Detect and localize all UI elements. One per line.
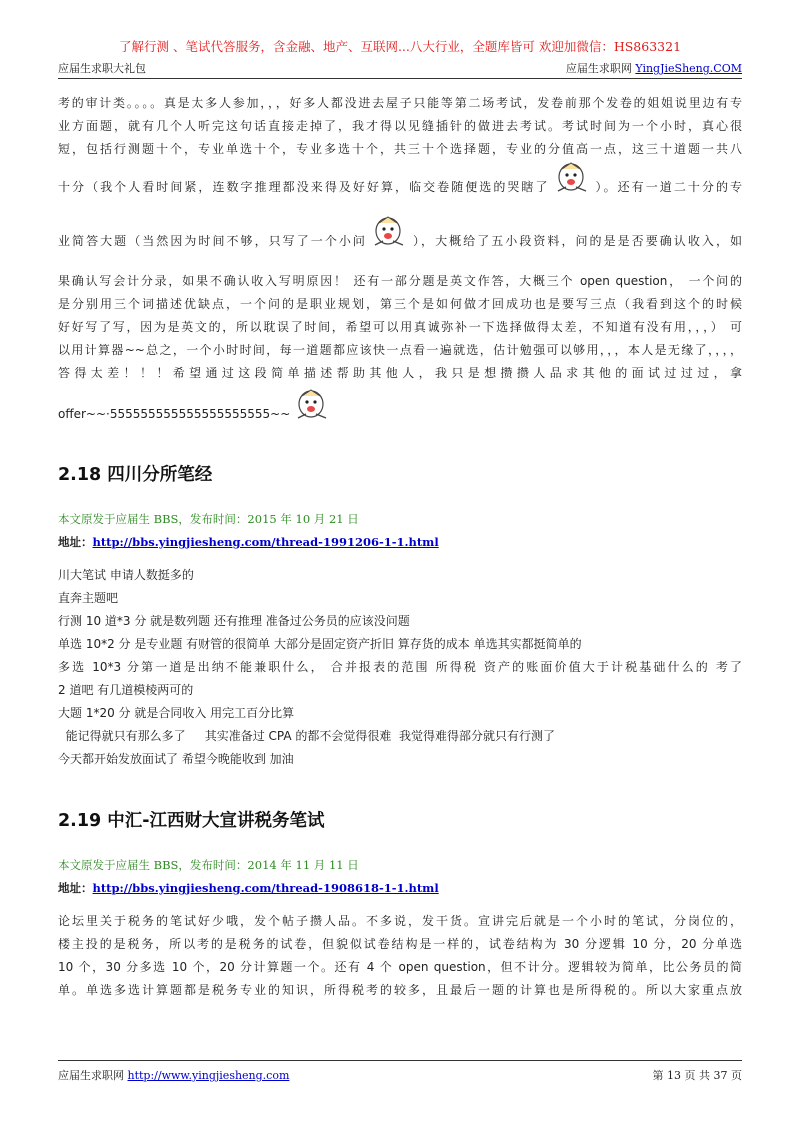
footer-site: 应届生求职网 http://www.yingjiesheng.com xyxy=(58,1069,290,1082)
page-content xyxy=(58,92,742,1002)
crying-chick-emoji-icon xyxy=(367,215,411,249)
intro-line-6: 果确认写会计分录，如果不确认收入写明原因！ 还有一部分题是英文作答，大概三个 open question， 一个问的 xyxy=(58,274,742,288)
body-line: 单选 10*2 分 是专业题 有财管的很简单 大部分是固定资产折旧 算存货的成本 单选其实都挺简单的 xyxy=(58,637,582,651)
body-line: 10 个，30 分多选 10 个，20 分计算题一个。还有 4 个 open question，但不计分。逻辑较为简单，比公务员的简 xyxy=(58,960,742,974)
body-line: 2 道吧 有几道模棱两可的 xyxy=(58,683,194,697)
section-2-19-link[interactable]: http://bbs.yingjiesheng.com/thread-1908618-1-1.html xyxy=(92,881,439,895)
section-2-18-meta: 本文原发于应届生 BBS，发布时间：2015 年 10 月 21 日 xyxy=(58,512,359,526)
body-line: 论坛里关于税务的笔试好少哦，发个帖子攒人品。不多说，发干货。宣讲完后就是一个小时的笔试，分岗位的， xyxy=(58,914,742,928)
intro-line-1: 考的审计类。。。。真是太多人参加，，，好多人都没进去屋子只能等第二场考试，发卷前那个发卷的姐姐说里边有专 xyxy=(58,96,742,110)
body-line: 大题 1*20 分 就是合同收入 用完工百分比算 xyxy=(58,706,295,720)
page-footer xyxy=(58,1060,742,1083)
section-2-19-meta: 本文原发于应届生 BBS，发布时间：2014 年 11 月 11 日 xyxy=(58,858,359,872)
body-line: 楼主投的是税务，所以考的是税务的试卷，但貌似试卷结构是一样的，试卷结构为 30 分逻辑 10 分，20 分单选 xyxy=(58,937,742,951)
intro-line-8: 好好写了写，因为是英文的，所以耽误了时间，希望可以用真诚弥补一下选择做得太差，不知道有没有用，，，） 可 xyxy=(58,320,742,334)
intro-line-7: 是分别用三个词描述优缺点，一个问的是职业规划，第三个是如何做才回成功也是要写三点（我看到这个的时候 xyxy=(58,297,742,311)
section-2-18-address: 地址：http://bbs.yingjiesheng.com/thread-1991206-1-1.html xyxy=(58,535,439,549)
body-line: 能记得就只有那么多了 其实准备过 CPA 的都不会觉得很难 我觉得难得部分就只有行测了 xyxy=(58,729,556,743)
body-line: 多选 10*3 分第一道是出纳不能兼职什么， 合并报表的范围 所得税 资产的账面价值大于计税基础什么的 考了 xyxy=(58,660,742,674)
intro-line-9: 以用计算器~~总之，一个小时时间，每一道题都应该快一点看一遍就选，估计勉强可以够用，，，本人是无缘了，，，， xyxy=(58,343,742,357)
header-title: 应届生求职大礼包 xyxy=(58,62,146,75)
section-title-2-18: 2.18 四川分所笔经 xyxy=(58,465,213,485)
body-line: 川大笔试 申请人数挺多的 xyxy=(58,568,194,582)
body-line: 行测 10 道*3 分 就是数列题 还有推理 准备过公务员的应该没问题 xyxy=(58,614,410,628)
intro-line-11: offer~~·555555555555555555555~~ xyxy=(58,385,742,443)
section-2-18-link[interactable]: http://bbs.yingjiesheng.com/thread-1991206-1-1.html xyxy=(92,535,439,549)
page-number: 第 13 页 共 37 页 xyxy=(652,1069,742,1082)
intro-line-10: 答得太差！！！希望通过这段简单描述帮助其他人，我只是想攒攒人品求其他的面试过过过，拿 xyxy=(58,366,742,380)
section-title-2-19: 2.19 中汇-江西财大宣讲税务笔试 xyxy=(58,811,325,831)
intro-line-3: 短，包括行测题十个，专业单选十个，专业多选十个，共三十个选择题，专业的分值高一点，这三十道题一共八 xyxy=(58,142,742,156)
body-line: 单。单选多选计算题都是税务专业的知识，所得税考的较多，且最后一题的计算也是所得税的。所以大家重点放 xyxy=(58,983,742,997)
header-site-link[interactable]: YingJieSheng.COM xyxy=(635,62,742,75)
intro-line-2: 业方面题，就有几个人听完这句话直接走掉了，我才得以见缝插针的做进去考试。考试时间为一个小时，真心很 xyxy=(58,119,742,133)
body-line: 今天都开始发放面试了 希望今晚能收到 加油 xyxy=(58,752,294,766)
header-site: 应届生求职网 YingJieSheng.COM xyxy=(565,62,742,75)
crying-chick-emoji-icon xyxy=(550,161,594,195)
intro-line-4: 十分（我个人看时间紧，连数字推理都没来得及好好算，临交卷随便选的哭瞎了 ）。还有一道二十分的专 xyxy=(58,161,742,212)
promo-banner: 了解行测 、笔试代答服务，含金融、地产、互联网...八大行业，全题库皆可 欢迎加微信：HS863321 xyxy=(118,39,682,54)
section-2-19-address: 地址：http://bbs.yingjiesheng.com/thread-1908618-1-1.html xyxy=(58,881,439,895)
section-2-18-body xyxy=(58,564,742,771)
body-line: 直奔主题吧 xyxy=(58,591,119,605)
footer-site-link[interactable]: http://www.yingjiesheng.com xyxy=(127,1069,290,1082)
section-2-19-body xyxy=(58,910,742,1002)
crying-chick-emoji-icon xyxy=(290,388,334,422)
page-header xyxy=(58,60,742,79)
intro-line-5: 业简答大题（当然因为时间不够，只写了一个小问 ），大概给了五小段资料，问的是是否要确认收入，如 xyxy=(58,212,742,270)
